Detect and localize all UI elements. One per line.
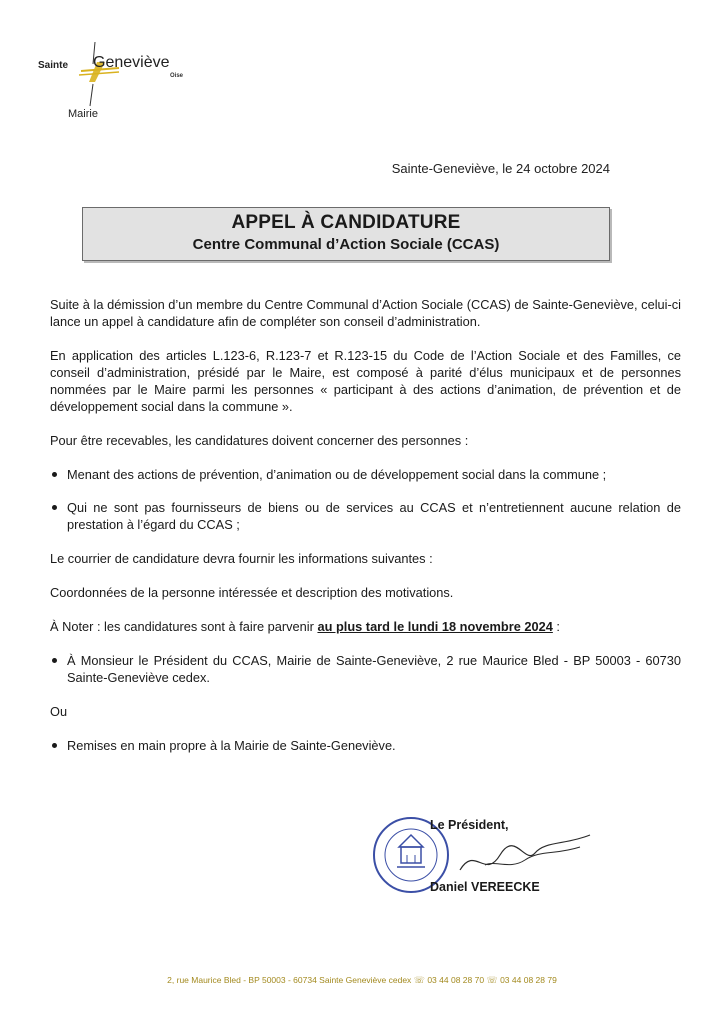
signatory-title: Le Président, bbox=[430, 818, 509, 832]
deadline-date: au plus tard le lundi 18 novembre 2024 bbox=[317, 619, 553, 634]
logo-oise-text: Oise bbox=[170, 73, 184, 79]
conditions-list bbox=[50, 466, 681, 533]
note-prefix: À Noter : les candidatures sont à faire parvenir bbox=[50, 619, 318, 634]
document-date: Sainte-Geneviève, le 24 octobre 2024 bbox=[391, 161, 610, 176]
list-item: Qui ne sont pas fournisseurs de biens ou de services au CCAS et n’entretiennent aucune relation de prestation à l’égard du CCAS ; bbox=[50, 499, 681, 533]
contact-info-paragraph: Coordonnées de la personne intéressée et description des motivations. bbox=[50, 585, 454, 600]
legal-paragraph: En application des articles L.123-6, R.123-7 et R.123-15 du Code de l’Action Sociale et des Familles, ce conseil d’administration, présidé par le Maire, est composé à parité d’élus municipaux et de personnes nommées par le Maire parmi les personnes « participant à des actions d’animation, de prévention et de développement social dans la commune ». bbox=[50, 348, 681, 414]
note-suffix: : bbox=[552, 619, 560, 634]
or-separator: Ou bbox=[50, 704, 68, 719]
logo-sainte-text: Sainte bbox=[38, 60, 69, 71]
logo-genevieve-text: Geneviève bbox=[93, 54, 170, 71]
eligibility-paragraph: Pour être recevables, les candidatures doivent concerner des personnes : bbox=[50, 433, 469, 448]
document-subtitle: Centre Communal d’Action Sociale (CCAS) bbox=[192, 236, 500, 253]
document-title: APPEL À CANDIDATURE bbox=[231, 212, 461, 233]
footer bbox=[0, 975, 724, 986]
intro-paragraph: Suite à la démission d’un membre du Centre Communal d’Action Sociale (CCAS) de Sainte-Geneviève, celui-ci lance un appel à candidature afin de compléter son conseil d’administration. bbox=[50, 297, 681, 329]
list-item: Menant des actions de prévention, d’animation ou de développement social dans la commune ; bbox=[50, 466, 681, 483]
deadline-paragraph bbox=[50, 618, 681, 635]
signature-mark-icon bbox=[455, 825, 595, 885]
phone-icon: ☏ bbox=[413, 975, 425, 985]
footer-phone: 03 44 08 28 70 bbox=[427, 975, 485, 985]
logo-mairie-text: Mairie bbox=[68, 108, 98, 120]
list-item: Remises en main propre à la Mairie de Sainte-Geneviève. bbox=[50, 737, 681, 754]
letter-requirements-paragraph: Le courrier de candidature devra fournir les informations suivantes : bbox=[50, 551, 433, 566]
footer-address: 2, rue Maurice Bled - BP 50003 - 60734 Sainte Geneviève cedex bbox=[167, 975, 412, 985]
address-list bbox=[50, 652, 681, 686]
document-body bbox=[50, 296, 681, 771]
mairie-logo bbox=[20, 40, 220, 130]
fax-icon: ☏ bbox=[486, 975, 498, 985]
footer-fax: 03 44 08 28 79 bbox=[500, 975, 557, 985]
title-box bbox=[82, 207, 610, 261]
hand-delivery-list bbox=[50, 737, 681, 754]
signatory-name: Daniel VEREECKE bbox=[430, 880, 540, 894]
list-item: À Monsieur le Président du CCAS, Mairie de Sainte-Geneviève, 2 rue Maurice Bled - BP 50003 - 60730 Sainte-Geneviève cedex. bbox=[50, 652, 681, 686]
